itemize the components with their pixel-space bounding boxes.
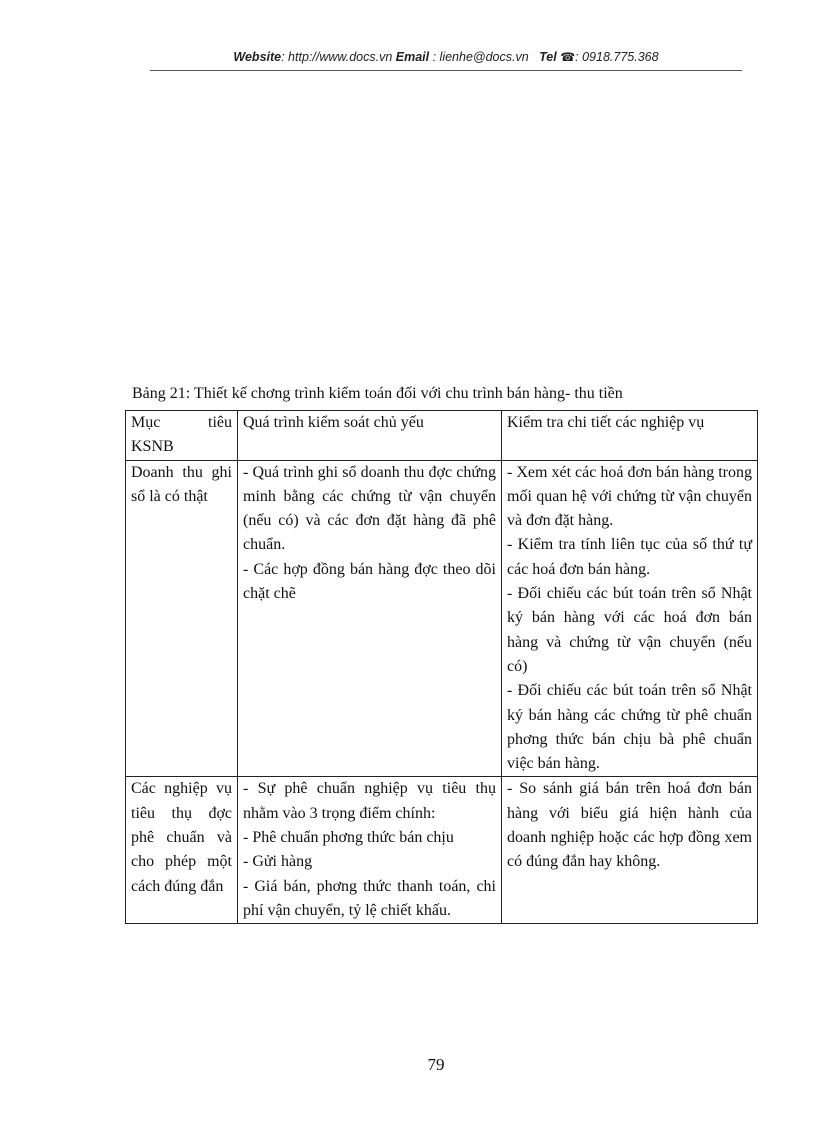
email-label: Email xyxy=(395,50,430,64)
table-row xyxy=(126,460,758,777)
control-item: - Sự phê chuẩn nghiệp vụ tiêu thụ nhằm vào 3 trọng điểm chính: xyxy=(243,780,496,822)
control-item: - Quá trình ghi sổ doanh thu đợc chứng minh bằng các chứng từ vận chuyển (nếu có) và các đơn đặt hàng đã phê chuẩn. xyxy=(243,463,496,554)
control-item: - Gửi hàng xyxy=(243,853,313,871)
audit-program-table xyxy=(125,410,758,924)
control-item: - Giá bán, phơng thức thanh toán, chi phí vận chuyển, tỷ lệ chiết khấu. xyxy=(243,877,496,919)
email-value: : lienhe@docs.vn xyxy=(429,50,529,64)
tel-value: : 0918.775.368 xyxy=(575,50,659,64)
website-label: Website xyxy=(233,50,282,64)
control-item: - Phê chuẩn phơng thức bán chịu xyxy=(243,829,454,847)
header-cell-objective: Mục tiêu KSNB xyxy=(126,411,238,461)
table-header-row xyxy=(126,411,758,461)
controls-cell xyxy=(238,460,502,777)
header-divider xyxy=(150,70,742,71)
tests-cell xyxy=(502,777,758,924)
objective-cell: Các nghiệp vụ tiêu thụ đợc phê chuẩn và cho phép một cách đúng đắn xyxy=(126,777,238,924)
tests-cell xyxy=(502,460,758,777)
website-value: : http://www.docs.vn xyxy=(281,50,393,64)
test-item: - Kiểm tra tính liên tục của số thứ tự các hoá đơn bán hàng. xyxy=(507,536,752,578)
control-item: - Các hợp đồng bán hàng đợc theo dõi chặt chẽ xyxy=(243,560,496,603)
test-item: - Đối chiếu các bút toán trên sổ Nhật ký bán hàng với các hoá đơn bán hàng và chứng từ vận chuyển (nếu có) xyxy=(507,585,752,675)
objective-cell: Doanh thu ghi sổ là có thật xyxy=(126,460,238,777)
page-number: 79 xyxy=(427,1055,445,1074)
phone-icon: ☎ xyxy=(560,50,576,64)
test-item: - Đối chiếu các bút toán trên sổ Nhật ký bán hàng các chứng từ phê chuẩn phơng thức bán chịu bà phê chuẩn việc bán hàng. xyxy=(507,682,752,773)
header-cell-tests: Kiểm tra chi tiết các nghiệp vụ xyxy=(502,411,758,461)
table-row xyxy=(126,777,758,924)
tel-label: Tel xyxy=(539,50,557,64)
table-caption: Bảng 21: Thiết kế chơng trình kiểm toán đối với chu trình bán hàng- thu tiền xyxy=(132,385,623,402)
test-item: - So sánh giá bán trên hoá đơn bán hàng với biểu giá hiện hành của doanh nghiệp hoặc các hợp đồng xem có đúng đắn hay không. xyxy=(507,780,752,871)
controls-cell xyxy=(238,777,502,924)
header-cell-controls: Quá trình kiểm soát chủ yếu xyxy=(238,411,502,461)
page-header xyxy=(150,50,742,64)
test-item: - Xem xét các hoá đơn bán hàng trong mối quan hệ với chứng từ vận chuyển và đơn đặt hàng. xyxy=(507,463,752,530)
